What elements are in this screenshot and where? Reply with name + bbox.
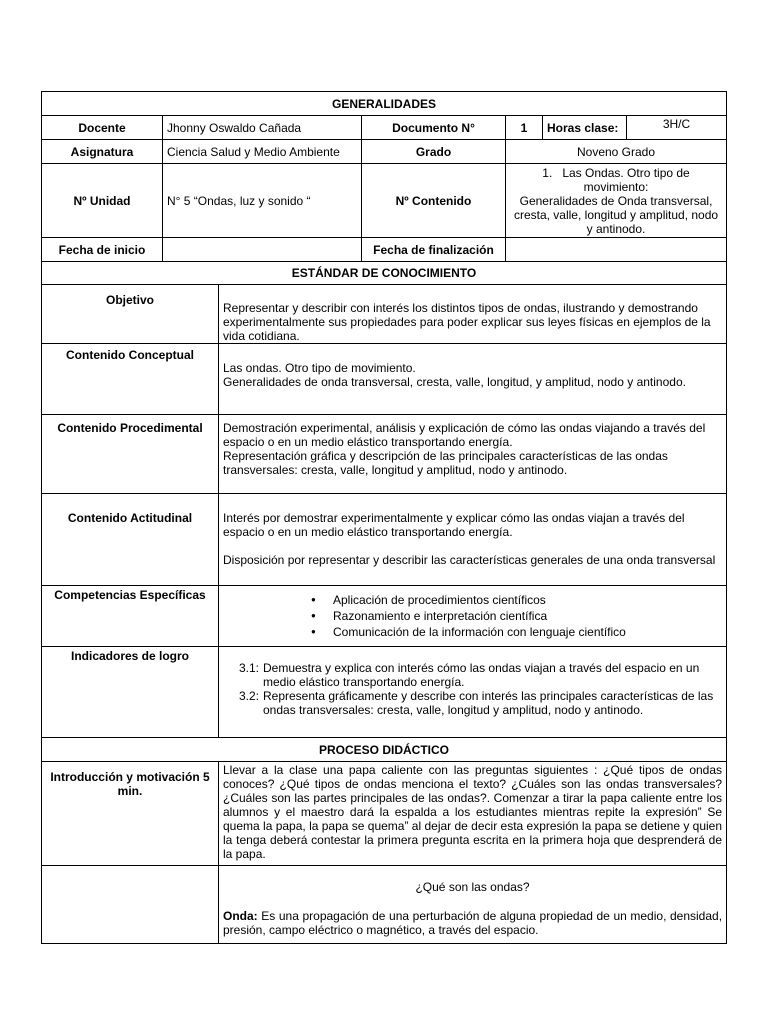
onda-def-text: Es una propagación de una perturbación de alguna propiedad de un medio, densidad, presión, campo eléctrico o magnético, a través del espacio.	[223, 909, 723, 937]
actitudinal-line1: Interés por demostrar experimentalmente y explicar cómo las ondas viajan a través del espacio o en un medio elástico transportando energía.	[223, 511, 685, 539]
procedimental-line2: Representación gráfica y descripción de las principales características de las ondas transversales: cresta, valle, longitud y amplitud, nodo y antinodo.	[223, 449, 668, 477]
intro-label: Introducción y motivación 5 min.	[42, 762, 219, 866]
fecha-inicio-value	[163, 238, 362, 262]
conceptual-line1: Las ondas. Otro tipo de movimiento.	[223, 361, 416, 375]
generalidades-title: GENERALIDADES	[42, 92, 727, 116]
ondas-cell	[219, 866, 727, 944]
ondas-question: ¿Qué son las ondas?	[415, 880, 530, 894]
actitudinal-label: Contenido Actitudinal	[42, 494, 219, 586]
proceso-title: PROCESO DIDÁCTICO	[42, 738, 727, 762]
competencias-list	[223, 592, 722, 640]
contenido-line1-text: Las Ondas. Otro tipo de movimiento:	[562, 165, 690, 194]
contenido-label: Nº Contenido	[362, 164, 506, 238]
objetivo-label: Objetivo	[42, 285, 219, 344]
fecha-fin-label: Fecha de finalización	[362, 238, 506, 262]
documento-value: 1	[506, 116, 543, 140]
competencia-item: ● Aplicación de procedimientos científicos	[333, 592, 722, 608]
documento-label: Documento N°	[362, 116, 506, 140]
contenido-line2: Generalidades de Onda transversal, cresta, valle, longitud y amplitud, nodo y antinodo.	[513, 193, 719, 236]
docente-value: Jhonny Oswaldo Cañada	[163, 116, 362, 140]
indicador-text: Demuestra y explica con interés cómo las ondas viajan a través del espacio en un medio elástico transportando energía.	[263, 661, 700, 689]
actitudinal-text	[219, 494, 727, 586]
conceptual-line2: Generalidades de onda transversal, cresta, valle, longitud, y amplitud, nodo y antinodo.	[223, 375, 686, 389]
fecha-fin-value	[506, 238, 727, 262]
competencias-label: Competencias Específicas	[42, 586, 219, 647]
fecha-inicio-label: Fecha de inicio	[42, 238, 163, 262]
indicadores-label: Indicadores de logro	[42, 647, 219, 738]
conceptual-text	[219, 344, 727, 415]
indicador-text: Representa gráficamente y describe con interés las principales características de las ondas transversales: cresta, valle, longitud y amplitud, nodo y antinodo.	[263, 689, 714, 717]
contenido-line1	[510, 166, 722, 194]
horas-label: Horas clase:	[543, 116, 627, 140]
empty-label-cell	[42, 866, 219, 944]
conceptual-label: Contenido Conceptual	[42, 344, 219, 415]
lesson-plan-document	[41, 91, 726, 944]
unidad-label: Nº Unidad	[42, 164, 163, 238]
contenido-value	[506, 164, 727, 238]
indicador-item	[229, 689, 722, 717]
objetivo-text: Representar y describir con interés los distintos tipos de ondas, ilustrando y demostrando experimentalmente sus propiedades para poder explicar sus leyes físicas en ejemplos de la vida cotidiana.	[219, 285, 727, 344]
asignatura-label: Asignatura	[42, 140, 163, 164]
procedimental-label: Contenido Procedimental	[42, 415, 219, 494]
estandar-title: ESTÁNDAR DE CONOCIMIENTO	[42, 262, 727, 285]
grado-label: Grado	[362, 140, 506, 164]
onda-term: Onda:	[223, 909, 258, 923]
unidad-value: N° 5 “Ondas, luz y sonido “	[163, 164, 362, 238]
procedimental-line1: Demostración experimental, análisis y explicación de cómo las ondas viajando a través del espacio o en un medio elástico transportando energía.	[223, 421, 706, 449]
indicador-number: 3.1:	[238, 661, 259, 675]
actitudinal-line2: Disposición por representar y describir las características generales de una onda transversal	[223, 553, 716, 567]
contenido-number: 1.	[542, 165, 553, 180]
competencia-item: ● Comunicación de la información con lenguaje científico	[333, 624, 722, 640]
indicador-item	[229, 661, 722, 689]
docente-label: Docente	[42, 116, 163, 140]
grado-value: Noveno Grado	[506, 140, 727, 164]
competencia-item: ● Razonamiento e interpretación científica	[333, 608, 722, 624]
asignatura-value: Ciencia Salud y Medio Ambiente	[163, 140, 362, 164]
lesson-plan-table	[41, 91, 727, 944]
competencias-cell	[219, 586, 727, 647]
indicadores-cell	[219, 647, 727, 738]
procedimental-text	[219, 415, 727, 494]
intro-text: Llevar a la clase una papa caliente con las preguntas siguientes : ¿Qué tipos de ondas conoces? ¿Qué tipos de ondas menciona el texto? ¿Cuáles son las ondas transversales? ¿Cuáles son las partes principales de las ondas?. Comenzar a tirar la papa caliente entre los alumnos y el maestro dará la espalda a los estudiantes mientras repite la expresión” Se quema la papa, la papa se quema” al dejar de decir esta expresión la papa se detiene y quien la tenga deberá contestar la primera pregunta escrita en la primera hoja que desprenderá de la papa.	[219, 762, 727, 866]
indicador-number: 3.2:	[238, 689, 259, 703]
horas-value: 3H/C	[627, 116, 727, 140]
onda-definition	[223, 909, 722, 937]
